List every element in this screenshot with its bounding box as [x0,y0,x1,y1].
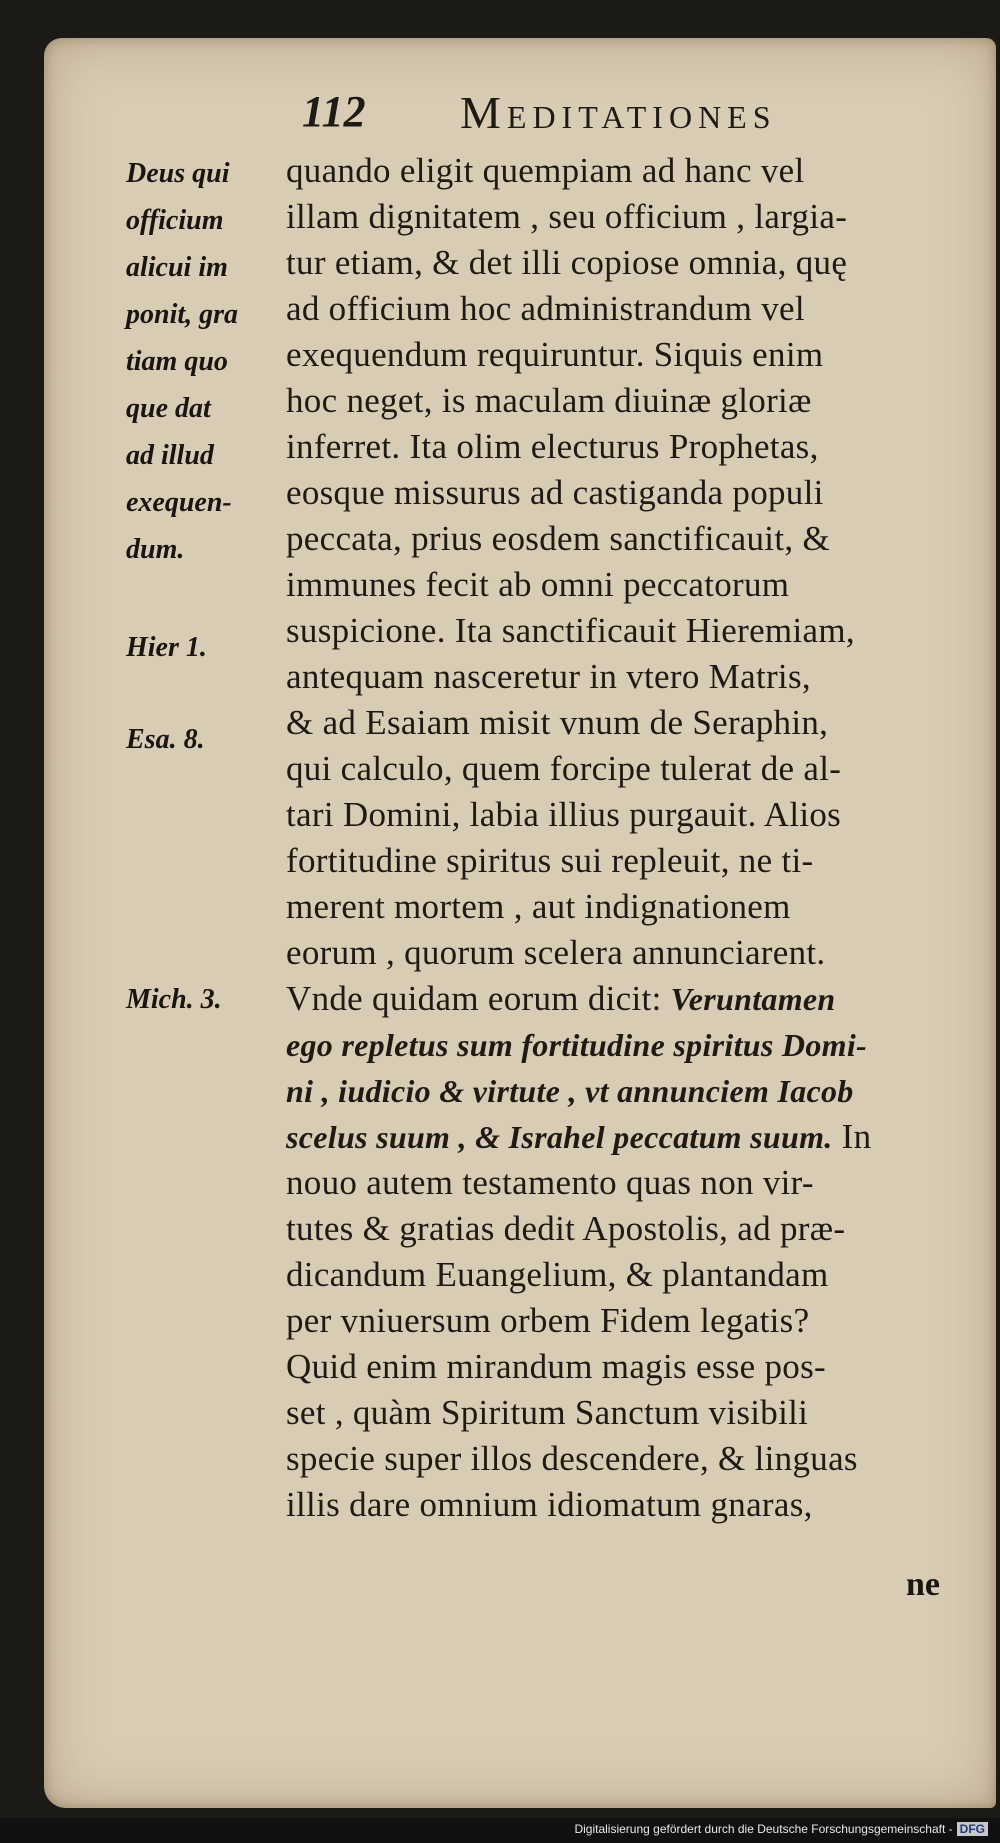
body-line: tutes & gratias dedit Apostolis, ad præ- [286,1209,846,1248]
body-line: specie super illos descendere, & linguas [286,1439,858,1478]
body-line: ad officium hoc administrandum vel [286,289,805,328]
body-line: Quid enim mirandum magis esse pos- [286,1347,826,1386]
body-line: qui calculo, quem forcipe tulerat de al- [286,749,842,788]
body-line: set , quàm Spiritum Sanctum visibili [286,1393,809,1432]
digitization-credit [574,1822,988,1836]
running-title: Meditationes [460,87,777,138]
body-line: peccata, prius eosdem sanctificauit, & [286,519,830,558]
scripture-quote-line: ni , iudicio & virtute , vt annunciem Iacob [286,1073,854,1109]
body-line-mixed [286,976,970,1022]
body-line: tur etiam, & det illi copiose omnia, quę [286,243,848,282]
body-line: fortitudine spiritus sui repleuit, ne ti- [286,841,814,880]
body-line: eorum , quorum scelera annunciarent. [286,933,826,972]
margin-note-esa: Esa. 8. [126,724,205,755]
catchword: ne [906,1566,940,1603]
body-line: inferret. Ita olim electurus Prophetas, [286,427,819,466]
body-line: hoc neget, is maculam diuinæ gloriæ [286,381,812,420]
body-line: antequam nasceretur in vtero Matris, [286,657,811,696]
scripture-quote-end: scelus suum , & Israhel peccatum suum. [286,1119,833,1155]
page-number: 112 [302,87,366,136]
body-line: tari Domini, labia illius purgauit. Alios [286,795,842,834]
body-line: exequendum requiruntur. Siquis enim [286,335,824,374]
margin-note-mich: Mich. 3. [126,984,222,1015]
page-header [290,86,910,146]
body-line: illam dignitatem , seu officium , largia- [286,197,848,236]
body-line: quando eligit quempiam ad hanc vel [286,151,805,190]
margin-note-deus-qui: Deus qui officium alicui im ponit, gra tiam quo que dat ad illud exequen- dum. [126,158,239,565]
body-line: illis dare omnium idiomatum gnaras, [286,1485,813,1524]
body-line-mixed [286,1114,970,1160]
body-line-roman: In [841,1117,872,1156]
body-line: merent mortem , aut indignationem [286,887,791,926]
body-line: & ad Esaiam misit vnum de Seraphin, [286,703,829,742]
body-line: eosque missurus ad castiganda populi [286,473,824,512]
body-line: immunes fecit ab omni peccatorum [286,565,790,604]
body-line: suspicione. Ita sanctificauit Hieremiam, [286,611,855,650]
scripture-quote-line: ego repletus sum fortitudine spiritus Domi- [286,1027,867,1063]
body-line: per vniuersum orbem Fidem legatis? [286,1301,810,1340]
credit-text: Digitalisierung gefördert durch die Deutsche Forschungsgemeinschaft - [574,1822,953,1836]
body-line: dicandum Euangelium, & plantandam [286,1255,829,1294]
margin-note-hier: Hier 1. [126,632,207,663]
dfg-logo: DFG [957,1822,988,1836]
body-line-roman: Vnde quidam eorum dicit: [286,979,662,1018]
scripture-quote-start: Veruntamen [670,981,836,1017]
body-line: nouo autem testamento quas non vir- [286,1163,814,1202]
